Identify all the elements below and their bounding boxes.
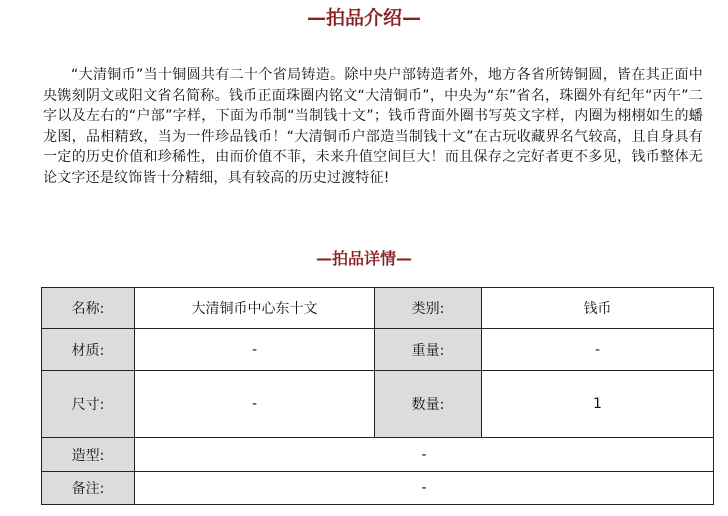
table-row xyxy=(42,438,714,472)
table-row xyxy=(42,288,714,329)
name-label: 名称: xyxy=(42,288,135,329)
category-label: 类别: xyxy=(375,288,482,329)
quantity-value: 1 xyxy=(482,371,714,438)
table-row xyxy=(42,371,714,438)
table-row xyxy=(42,329,714,371)
shape-label: 造型: xyxy=(42,438,135,472)
remark-label: 备注: xyxy=(42,472,135,505)
weight-value: - xyxy=(482,329,714,371)
details-section-title: —拍品详情— xyxy=(315,249,412,268)
material-label: 材质: xyxy=(42,329,135,371)
size-value: - xyxy=(135,371,375,438)
quantity-label: 数量: xyxy=(375,371,482,438)
shape-value: - xyxy=(135,438,714,472)
material-value: - xyxy=(135,329,375,371)
table-row xyxy=(42,472,714,505)
remark-value: - xyxy=(135,472,714,505)
name-value: 大清铜币中心东十文 xyxy=(135,288,375,329)
details-table xyxy=(41,287,714,505)
category-value: 钱币 xyxy=(482,288,714,329)
size-label: 尺寸: xyxy=(42,371,135,438)
intro-paragraph: “大清铜币”当十铜圆共有二十个省局铸造。除中央户部铸造者外，地方各省所铸铜圆，皆在其正面中央镌刻阴文或阳文省名简称。钱币正面珠圈内铭文“大清铜币”，中央为“东”省名，珠圈外有纪年“丙午”二字以及左右的“户部”字样，下面为币制“当制钱十文”；钱币背面外圈书写英文字样，内圈为栩栩如生的蟠龙图，品相精致，当为一件珍品钱币！“大清铜币户部造当制钱十文”在古玩收藏界名气较高，且自身具有一定的历史价值和珍稀性，由而价值不菲，未来升值空间巨大！而且保存之完好者更不多见，钱币整体无论文字还是纹饰皆十分精细，具有较高的历史过渡特征! xyxy=(43,67,703,186)
weight-label: 重量: xyxy=(375,329,482,371)
intro-section-title: —拍品介绍— xyxy=(306,7,421,29)
